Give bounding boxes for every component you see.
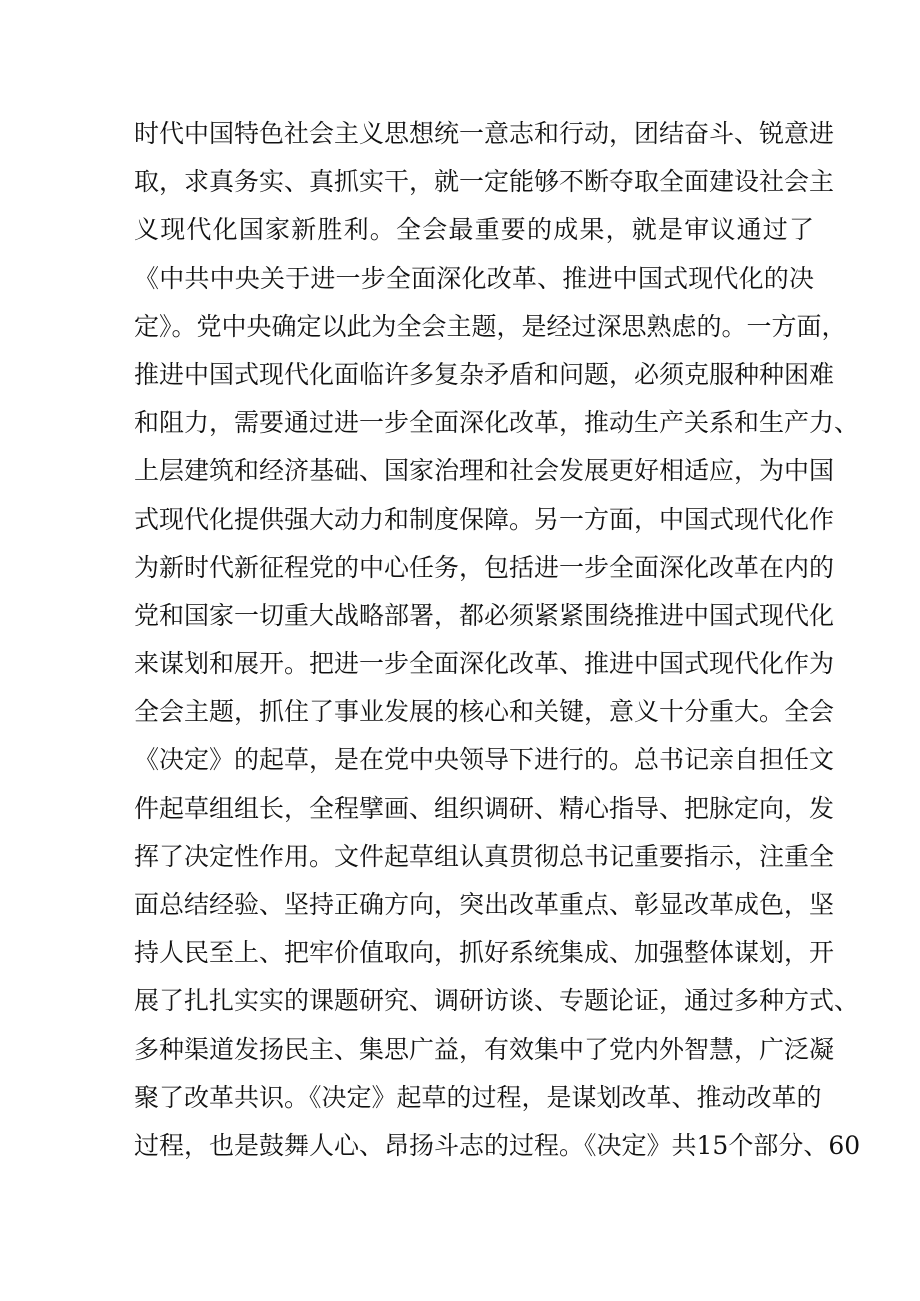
text-line: 推进中国式现代化面临许多复杂矛盾和问题，必须克服种种困难 [134,359,835,389]
text-line: 上层建筑和经济基础、国家治理和社会发展更好相适应，为中国 [134,456,835,486]
text-line: 多种渠道发扬民主、集思广益，有效集中了党内外智慧，广泛凝 [134,1034,835,1064]
text-line: 时代中国特色社会主义思想统一意志和行动，团结奋斗、锐意进 [134,119,835,148]
text-line: 《决定》的起草，是在党中央领导下进行的。总书记亲自担任文 [134,745,835,775]
text-line: 展了扎扎实实的课题研究、调研访谈、专题论证，通过多种方式、 [134,986,860,1016]
text-line: 《中共中央关于进一步全面深化改革、推进中国式现代化的决 [134,263,814,293]
text-line: 定》。党中央确定以此为全会主题，是经过深思熟虑的。一方面， [134,311,847,341]
text-line: 持人民至上、把牢价值取向，抓好系统集成、加强整体谋划，开 [134,938,835,968]
text-line: 挥了决定性作用。文件起草组认真贯彻总书记重要指示，注重全 [134,841,835,871]
text-line: 来谋划和展开。把进一步全面深化改革、推进中国式现代化作为 [134,649,835,679]
text-line: 全会主题，抓住了事业发展的核心和关键，意义十分重大。全会 [134,697,835,727]
text-line: 义现代化国家新胜利。全会最重要的成果，就是审议通过了 [134,215,814,245]
text-line: 面总结经验、坚持正确方向，突出改革重点、彰显改革成色，坚 [134,890,835,919]
text-line: 式现代化提供强大动力和制度保障。另一方面，中国式现代化作 [134,504,835,534]
text-line: 件起草组组长，全程擘画、组织调研、精心指导、把脉定向，发 [134,793,835,823]
text-line: 聚了改革共识。《决定》起草的过程，是谋划改革、推动改革的 [134,1082,822,1112]
text-line: 为新时代新征程党的中心任务，包括进一步全面深化改革在内的 [134,552,835,582]
text-line: 党和国家一切重大战略部署，都必须紧紧围绕推进中国式现代化 [134,600,835,630]
text-line: 取，求真务实、真抓实干，就一定能够不断夺取全面建设社会主 [134,167,835,197]
text-line: 和阻力，需要通过进一步全面深化改革，推动生产关系和生产力、 [134,408,860,438]
body-paragraph [134,110,861,1170]
text-line: 过程，也是鼓舞人心、昂扬斗志的过程。《决定》共15个部分、60 [134,1130,861,1160]
